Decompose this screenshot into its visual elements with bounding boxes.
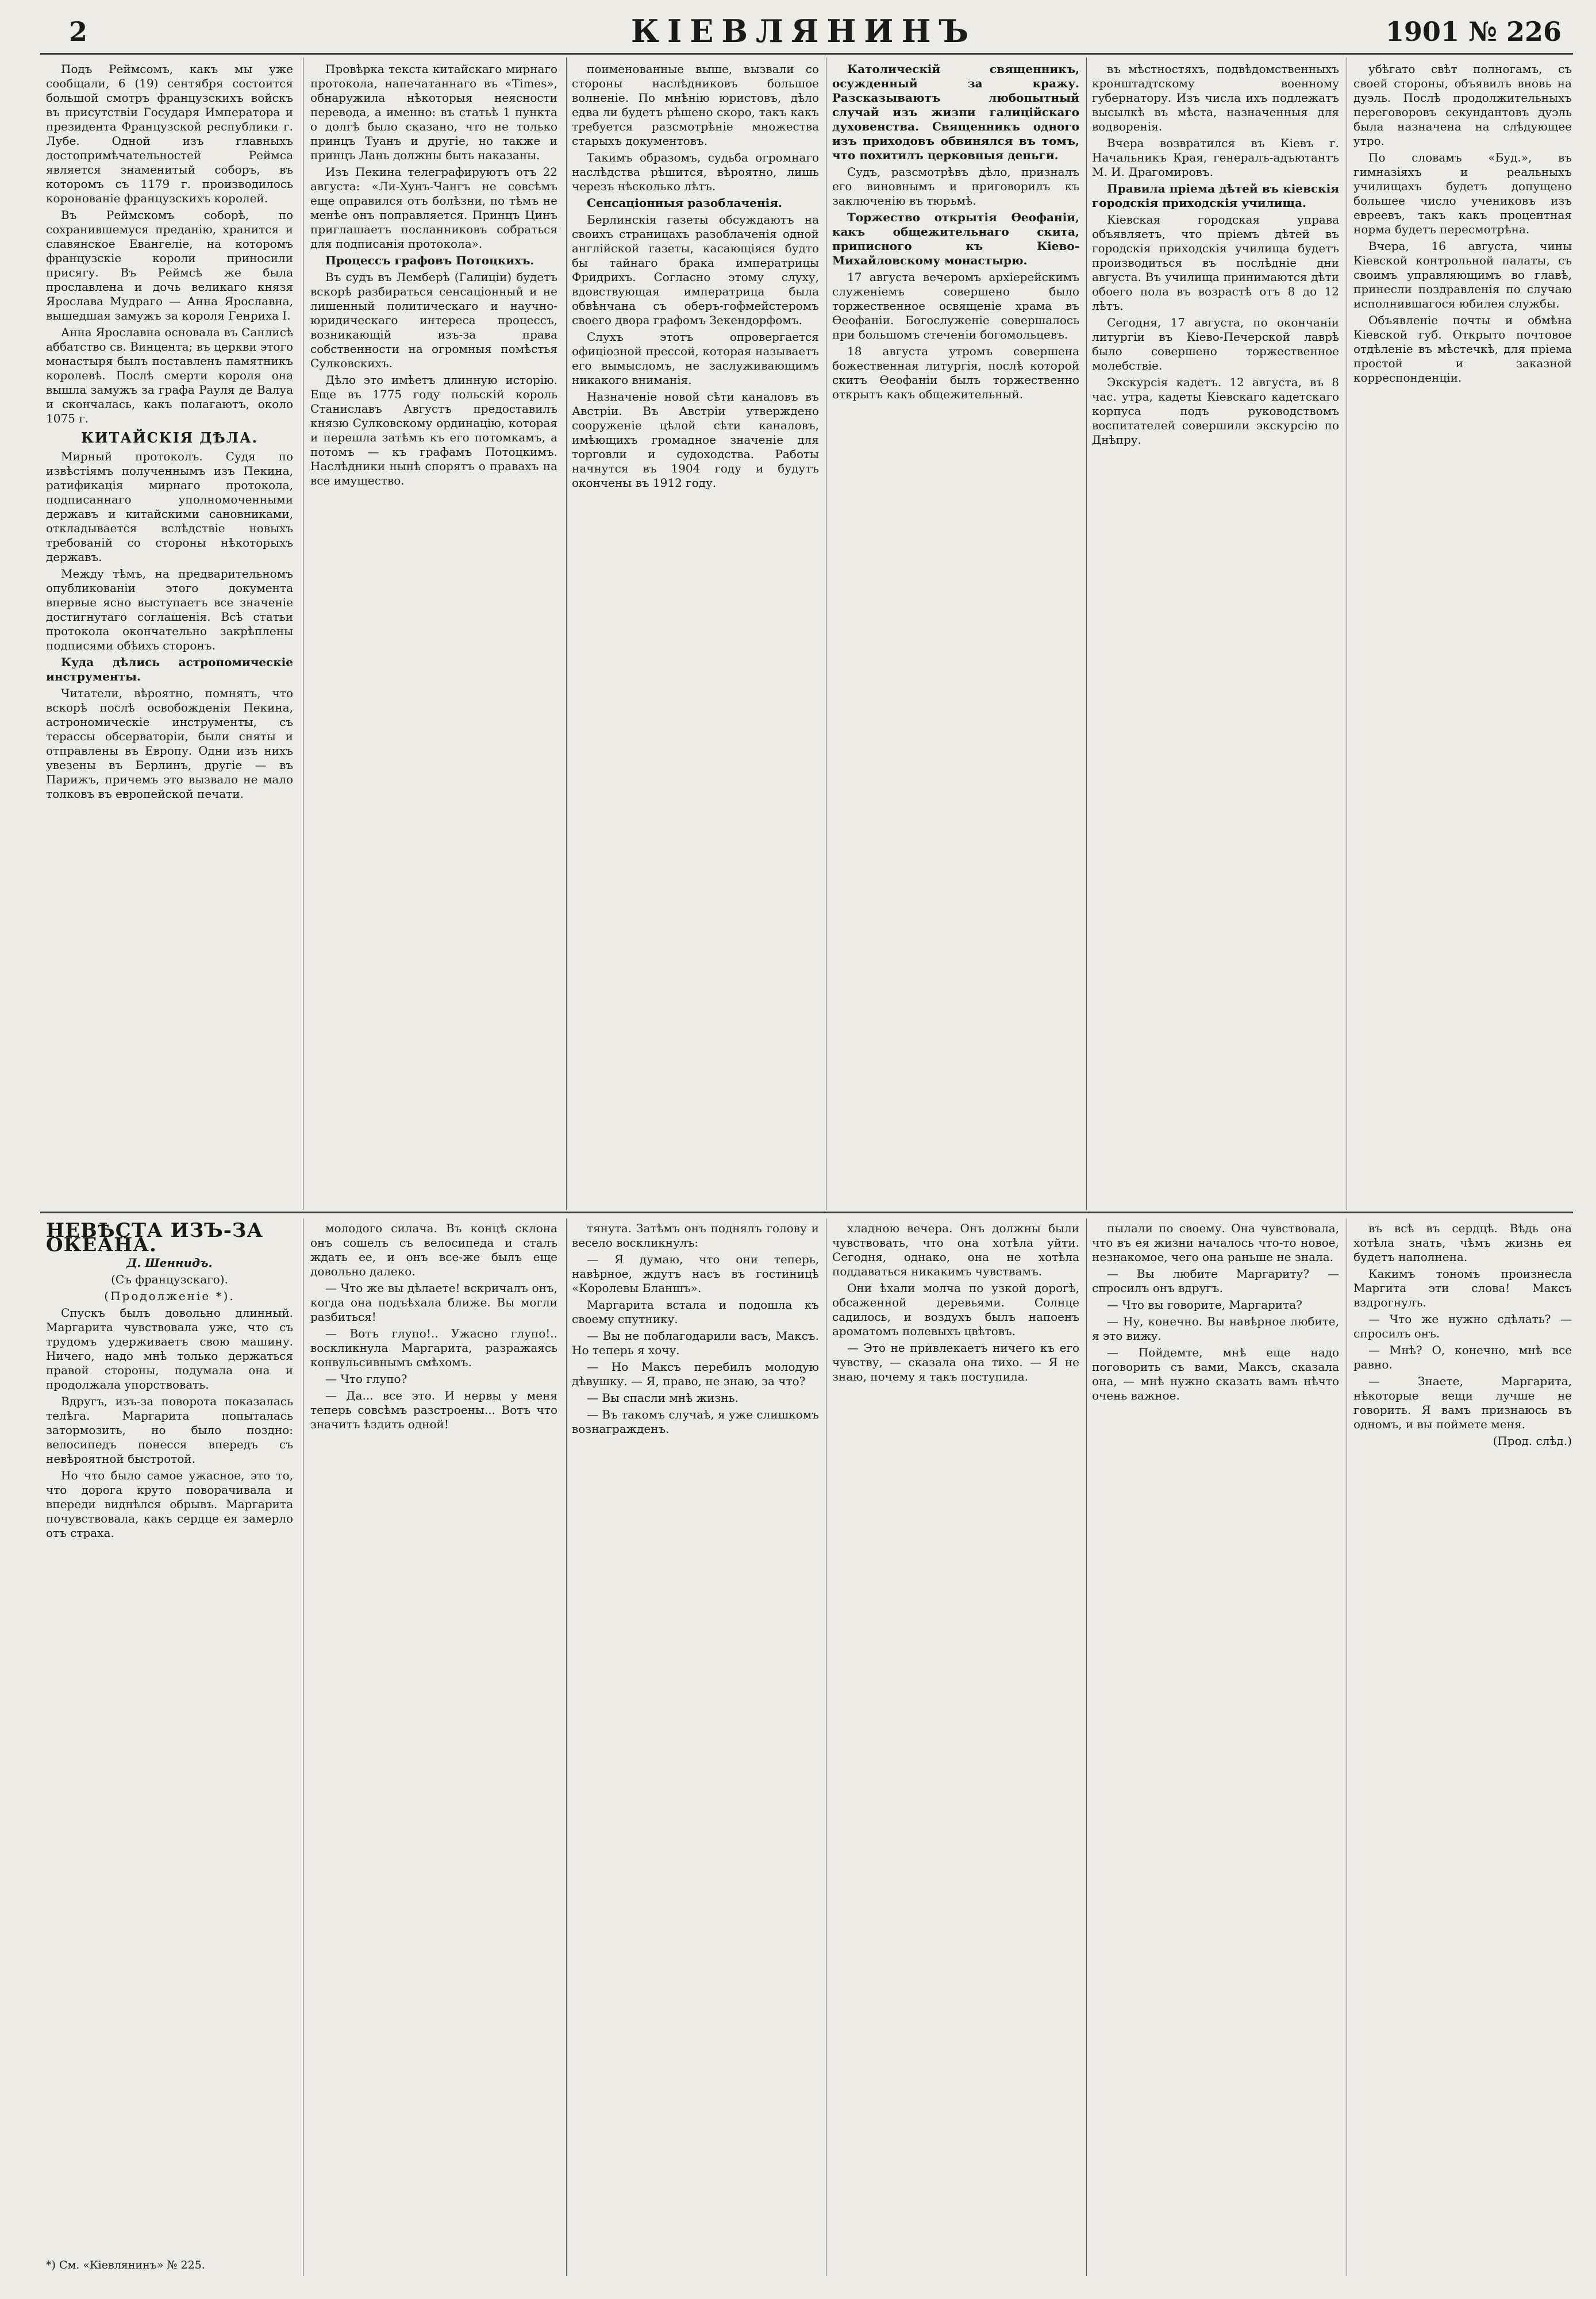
article-heading: Правила пріема дѣтей въ кіевскія городскія приходскія училища.: [1092, 182, 1339, 210]
masthead-rule: [40, 53, 1573, 55]
feuilleton-column-5: [1092, 1221, 1339, 2250]
article-heading: Торжество открытія Ѳеофаніи, какъ общежительнаго скита, приписного къ Кіево-Михайловскому монастырю.: [832, 210, 1079, 267]
paragraph: Въ судъ въ Лемберѣ (Галиціи) будетъ вскорѣ разбираться сенсаціонный и не лишенный политическаго и научно-юридическаго интереса процессъ, возникающій изъ-за права собственности на огромныя помѣстья Сулковскихъ.: [310, 270, 557, 370]
column-divider: [566, 1218, 567, 2276]
paragraph: Сегодня, 17 августа, по окончаніи литургіи въ Кіево-Печерской лаврѣ было совершено торжественное молебствіе.: [1092, 316, 1339, 372]
feuilleton-title: НЕВѢСТА ИЗЪ-ЗА ОКЕАНА.: [46, 1221, 264, 1256]
feuilleton-column-6: [1353, 1221, 1572, 2250]
paragraph: — Да... все это. И нервы у меня теперь совсѣмъ разстроены... Вотъ что значитъ ѣздить одной!: [310, 1389, 557, 1431]
paragraph: — Что же вы дѣлаете! вскричалъ онъ, когда она подъѣхала ближе. Вы могли разбиться!: [310, 1281, 557, 1324]
article-heading: Сенсаціонныя разоблаченія.: [587, 196, 782, 210]
paragraph: убѣгато свѣт полногамъ, съ своей стороны, объявилъ вновь на дуэль. Послѣ продолжительныхъ переговоровъ секундантовъ дуэль была назначена на слѣдующее утро.: [1353, 62, 1572, 148]
article-column-6: [1353, 62, 1572, 1209]
article-column-3: [572, 62, 819, 1209]
continuation-note: (Прод. слѣд.): [1493, 1434, 1572, 1448]
paragraph: Какимъ тономъ произнесла Маргита эти слова! Максъ вздрогнулъ.: [1353, 1267, 1572, 1309]
paragraph: Анна Ярославна основала въ Санлисѣ аббатство св. Винцента; въ церкви этого монастыря былъ поставленъ памятникъ королевѣ. Послѣ смерти короля она вышла замужъ за графа Рауля де Валуа и скончалась, какъ полагаютъ, около 1075 г.: [46, 325, 293, 425]
paragraph: Объявленіе почты и обмѣна Кіевской губ. Открыто почтовое отдѣленіе въ мѣстечкѣ, для пріема простой и заказной корреспонденціи.: [1353, 313, 1572, 385]
paragraph: Спускъ былъ довольно длинный. Маргарита чувствовала уже, что съ трудомъ удерживаетъ свою машину. Ничего, надо мнѣ только держаться правой стороны, подумала она и продолжала упорствовать.: [46, 1306, 293, 1391]
article-heading: Процессъ графовъ Потоцкихъ.: [325, 253, 534, 267]
paragraph: 17 августа вечеромъ архіерейскимъ служеніемъ совершено было торжественное освященіе храма въ Ѳеофаніи. Богослуженіе совершалось при большомъ стеченіи богомольцевъ.: [832, 270, 1079, 341]
paragraph: въ всѣ въ сердцѣ. Вѣдь она хотѣла знать, чѣмъ жизнь ея будетъ наполнена.: [1353, 1221, 1572, 1264]
paragraph: въ мѣстностяхъ, подвѣдомственныхъ кронштадтскому военному губернатору. Изъ числа ихъ подлежатъ высылкѣ въ мѣста, назначенныя для водворенія.: [1092, 62, 1339, 133]
article-heading: Куда дѣлись астрономическіе инструменты.: [46, 655, 293, 683]
paragraph: — Мнѣ? О, конечно, мнѣ все равно.: [1353, 1343, 1572, 1371]
paragraph: пылали по своему. Она чувствовала, что въ ея жизни началось что-то новое, незнакомое, чего она раньше не знала.: [1092, 1221, 1339, 1264]
feuilleton-author: Д. Шеннидъ.: [126, 1256, 213, 1270]
paragraph: Между тѣмъ, на предварительномъ опубликованіи этого документа впервые ясно выступаетъ все значеніе достигнутаго соглашенія. Всѣ статьи протокола окончательно закрѣплены подписями обѣихъ сторонъ.: [46, 567, 293, 652]
paragraph: Дѣло это имѣетъ длинную исторію. Еще въ 1775 году польскій король Станиславъ Августъ предоставилъ князю Сулковскому ординацію, которая и перешла затѣмъ къ его потомкамъ, а потомъ — къ графамъ Потоцкимъ. Наслѣдники нынѣ спорятъ о правахъ на все имущество.: [310, 373, 557, 487]
column-divider: [566, 57, 567, 1210]
paragraph: — Ну, конечно. Вы навѣрное любите, я это вижу.: [1092, 1314, 1339, 1343]
paragraph: Читатели, вѣроятно, помнятъ, что вскорѣ послѣ освобожденія Пекина, астрономическіе инструменты, съ терассы обсерваторіи, были сняты и отправлены въ Европу. Одни изъ нихъ увезены въ Берлинъ, другіе — въ Парижъ, причемъ это вызвало не мало толковъ въ европейской печати.: [46, 686, 293, 801]
paragraph: Назначеніе новой сѣти каналовъ въ Австріи. Въ Австріи утверждено сооруженіе цѣлой сѣти каналовъ, имѣющихъ громадное значеніе для торговли и судоходства. Работы начнутся въ 1904 году и будутъ окончены въ 1912 году.: [572, 390, 819, 490]
newspaper-title: КІЕВЛЯНИНЪ: [630, 13, 977, 49]
paragraph: — Вы не поблагодарили васъ, Максъ. Но теперь я хочу.: [572, 1329, 819, 1357]
paragraph: По словамъ «Буд.», въ гимназіяхъ и реальныхъ училищахъ будетъ допущено большее число учениковъ изъ евреевъ, такъ какъ процентная норма будетъ пересмотрѣна.: [1353, 151, 1572, 236]
paragraph: Провѣрка текста китайскаго мирнаго протокола, напечатаннаго въ «Times», обнаружила нѣкоторыя неясности перевода, а именно: въ статьѣ 1 пункта о долгѣ было сказано, что не только принцъ Туанъ и другіе, но также и принцъ Лань должны быть наказаны.: [310, 62, 557, 162]
paragraph: Вчера, 16 августа, чины Кіевской контрольной палаты, съ своимъ управляющимъ во главѣ, принесли поздравленія по случаю исполнившагося юбилея службы.: [1353, 239, 1572, 310]
paragraph: Мирный протоколъ. Судя по извѣстіямъ полученнымъ изъ Пекина, ратификація мирнаго протокола, подписаннаго уполномоченными державъ и китайскими сановниками, откладывается вслѣдствіе новыхъ требованій со стороны нѣкоторыхъ державъ.: [46, 449, 293, 564]
issue-number: 1901 № 226: [1385, 16, 1562, 47]
paragraph: 18 августа утромъ совершена божественная литургія, послѣ которой скитъ Ѳеофаніи былъ торжественно открытъ какъ общежительный.: [832, 344, 1079, 401]
paragraph: поименованные выше, вызвали со стороны наслѣдниковъ большое волненіе. По мнѣнію юристовъ, дѣло едва ли будетъ рѣшено скоро, такъ какъ требуется разсмотрѣніе множества старыхъ документовъ.: [572, 62, 819, 148]
page-number: 2: [69, 16, 88, 47]
article-column-4: [832, 62, 1079, 1209]
feuilleton-subtitle: (Съ французскаго).: [111, 1272, 228, 1286]
paragraph: — Вы любите Маргариту? — спросилъ онъ вдругъ.: [1092, 1267, 1339, 1295]
paragraph: — Въ такомъ случаѣ, я уже слишкомъ вознагражденъ.: [572, 1408, 819, 1436]
paragraph: Вчера возвратился въ Кіевъ г. Начальникъ Края, генералъ-адъютантъ М. И. Драгомировъ.: [1092, 136, 1339, 179]
paragraph: Подъ Реймсомъ, какъ мы уже сообщали, 6 (19) сентября состоится большой смотръ французскихъ войскъ въ присутствіи Государя Императора и президента Французской республики г. Лубе. Одной изъ главныхъ достопримѣчательностей Реймса является знаменитый соборъ, въ которомъ съ 1179 г. производилось коронованіе французскихъ королей.: [46, 62, 293, 205]
paragraph: — Это не привлекаетъ ничего къ его чувству, — сказала она тихо. — Я не знаю, почему я такъ поступила.: [832, 1341, 1079, 1383]
feuilleton-column-2: [310, 1221, 557, 2250]
paragraph: — Я думаю, что они теперь, навѣрное, ждутъ насъ въ гостиницѣ «Королевы Бланшъ».: [572, 1252, 819, 1295]
footnote: *) См. «Кіевлянинъ» № 225.: [46, 2259, 205, 2271]
paragraph: Берлинскія газеты обсуждаютъ на своихъ страницахъ разоблаченія одной англійской газеты, касающіяся будто бы тайнаго брака императрицы Фридрихъ. Согласно этому слуху, вдовствующая императрица была обвѣнчана съ оберъ-гофмейстеромъ своего двора графомъ Зекендорфомъ.: [572, 213, 819, 327]
paragraph: Изъ Пекина телеграфируютъ отъ 22 августа: «Ли-Хунъ-Чангъ не совсѣмъ еще оправился отъ болѣзни, по тѣмъ не менѣе онъ поправляется. Принцъ Цинъ приглашаетъ посланниковъ собраться для подписанія протокола».: [310, 165, 557, 251]
paragraph: молодого силача. Въ концѣ склона онъ сошелъ съ велосипеда и сталъ ждать ее, и онъ все-же былъ еще довольно далеко.: [310, 1221, 557, 1278]
section-heading: КИТАЙСКІЯ ДѢЛА.: [81, 429, 258, 446]
paragraph: Но что было самое ужасное, это то, что дорога круто поворачивала и впереди виднѣлся обрывъ. Маргарита почувствовала, какъ сердце ея замерло отъ страха.: [46, 1468, 293, 1540]
paragraph: Они ѣхали молча по узкой дорогѣ, обсаженной деревьями. Солнце садилось, и воздухъ былъ напоенъ ароматомъ полевыхъ цвѣтовъ.: [832, 1281, 1079, 1338]
paragraph: — Пойдемте, мнѣ еще надо поговорить съ вами, Максъ, сказала она, — мнѣ нужно сказать вамъ нѣчто очень важное.: [1092, 1345, 1339, 1402]
paragraph: Экскурсія кадетъ. 12 августа, въ 8 час. утра, кадеты Кіевскаго кадетскаго корпуса подъ руководствомъ воспитателей совершили экскурсію по Днѣпру.: [1092, 375, 1339, 447]
article-column-5: [1092, 62, 1339, 1209]
paragraph: Кіевская городская управа объявляетъ, что пріемъ дѣтей въ городскія приходскія училища будетъ производиться въ послѣдніе дни августа. Въ училища принимаются дѣти обоего пола въ возрастѣ отъ 8 до 12 лѣтъ.: [1092, 213, 1339, 313]
paragraph: Въ Реймскомъ соборѣ, по сохранившемуся преданію, хранится и славянское Евангеліе, на которомъ французскіе короли приносили присягу. Въ Реймсѣ же была прославлена и дочь великаго князя Ярослава Мудраго — Анна Ярославна, вышедшая замужъ за короля Генриха I.: [46, 208, 293, 322]
column-divider: [1086, 1218, 1087, 2276]
paragraph: — Вотъ глупо!.. Ужасно глупо!.. воскликнула Маргарита, разражаясь конвульсивнымъ смѣхомъ.: [310, 1327, 557, 1369]
paragraph: хладною вечера. Онъ должны были чувствовать, что она хотѣла уйти. Сегодня, однако, она не хотѣла поддаваться никакимъ чувствамъ.: [832, 1221, 1079, 1278]
feuilleton-part: (Продолженіе *).: [104, 1289, 235, 1303]
paragraph: Такимъ образомъ, судьба огромнаго наслѣдства рѣшится, вѣроятно, лишь черезъ нѣсколько лѣтъ.: [572, 151, 819, 193]
feuilleton-column-4: [832, 1221, 1079, 2250]
paragraph: Маргарита встала и подошла къ своему спутнику.: [572, 1298, 819, 1326]
paragraph: — Что вы говорите, Маргарита?: [1107, 1298, 1302, 1312]
paragraph: Вдругъ, изъ-за поворота показалась телѣга. Маргарита попыталась затормозить, но было поздно: велосипедъ понесся впередъ съ невѣроятной быстротой.: [46, 1394, 293, 1466]
paragraph: Католическій священникъ, осужденный за кражу. Разсказываютъ любопытный случай изъ жизни галиційскаго духовенства. Священникъ одного изъ приходовъ обвинялся въ томъ, что похитилъ церковныя деньги.: [832, 62, 1079, 162]
feuilleton-column-3: [572, 1221, 819, 2250]
article-column-2: [310, 62, 557, 1209]
paragraph: Слухъ этотъ опровергается офиціозной прессой, которая называетъ его вымысломъ, не заслуживающимъ никакого вниманія.: [572, 330, 819, 387]
column-divider: [1086, 57, 1087, 1210]
masthead: [34, 10, 1573, 51]
paragraph: Судъ, разсмотрѣвъ дѣло, призналъ его виновнымъ и приговорилъ къ заключенію въ тюрьмѣ.: [832, 165, 1079, 207]
paragraph: — Что глупо?: [325, 1372, 407, 1386]
paragraph: — Знаете, Маргарита, нѣкоторые вещи лучше не говорить. Я вамъ признаюсь въ одномъ, и вы поймете меня.: [1353, 1374, 1572, 1431]
paragraph: — Что же нужно сдѣлать? — спросилъ онъ.: [1353, 1312, 1572, 1340]
feuilleton-column-1: [46, 1221, 293, 2250]
paragraph: — Но Максъ перебилъ молодую дѣвушку. — Я, право, не знаю, за что?: [572, 1360, 819, 1388]
paragraph: тянута. Затѣмъ онъ поднялъ голову и весело воскликнулъ:: [572, 1221, 819, 1250]
section-rule: [40, 1212, 1573, 1213]
article-column-1: [46, 62, 293, 1209]
paragraph: — Вы спасли мнѣ жизнь.: [587, 1391, 739, 1405]
